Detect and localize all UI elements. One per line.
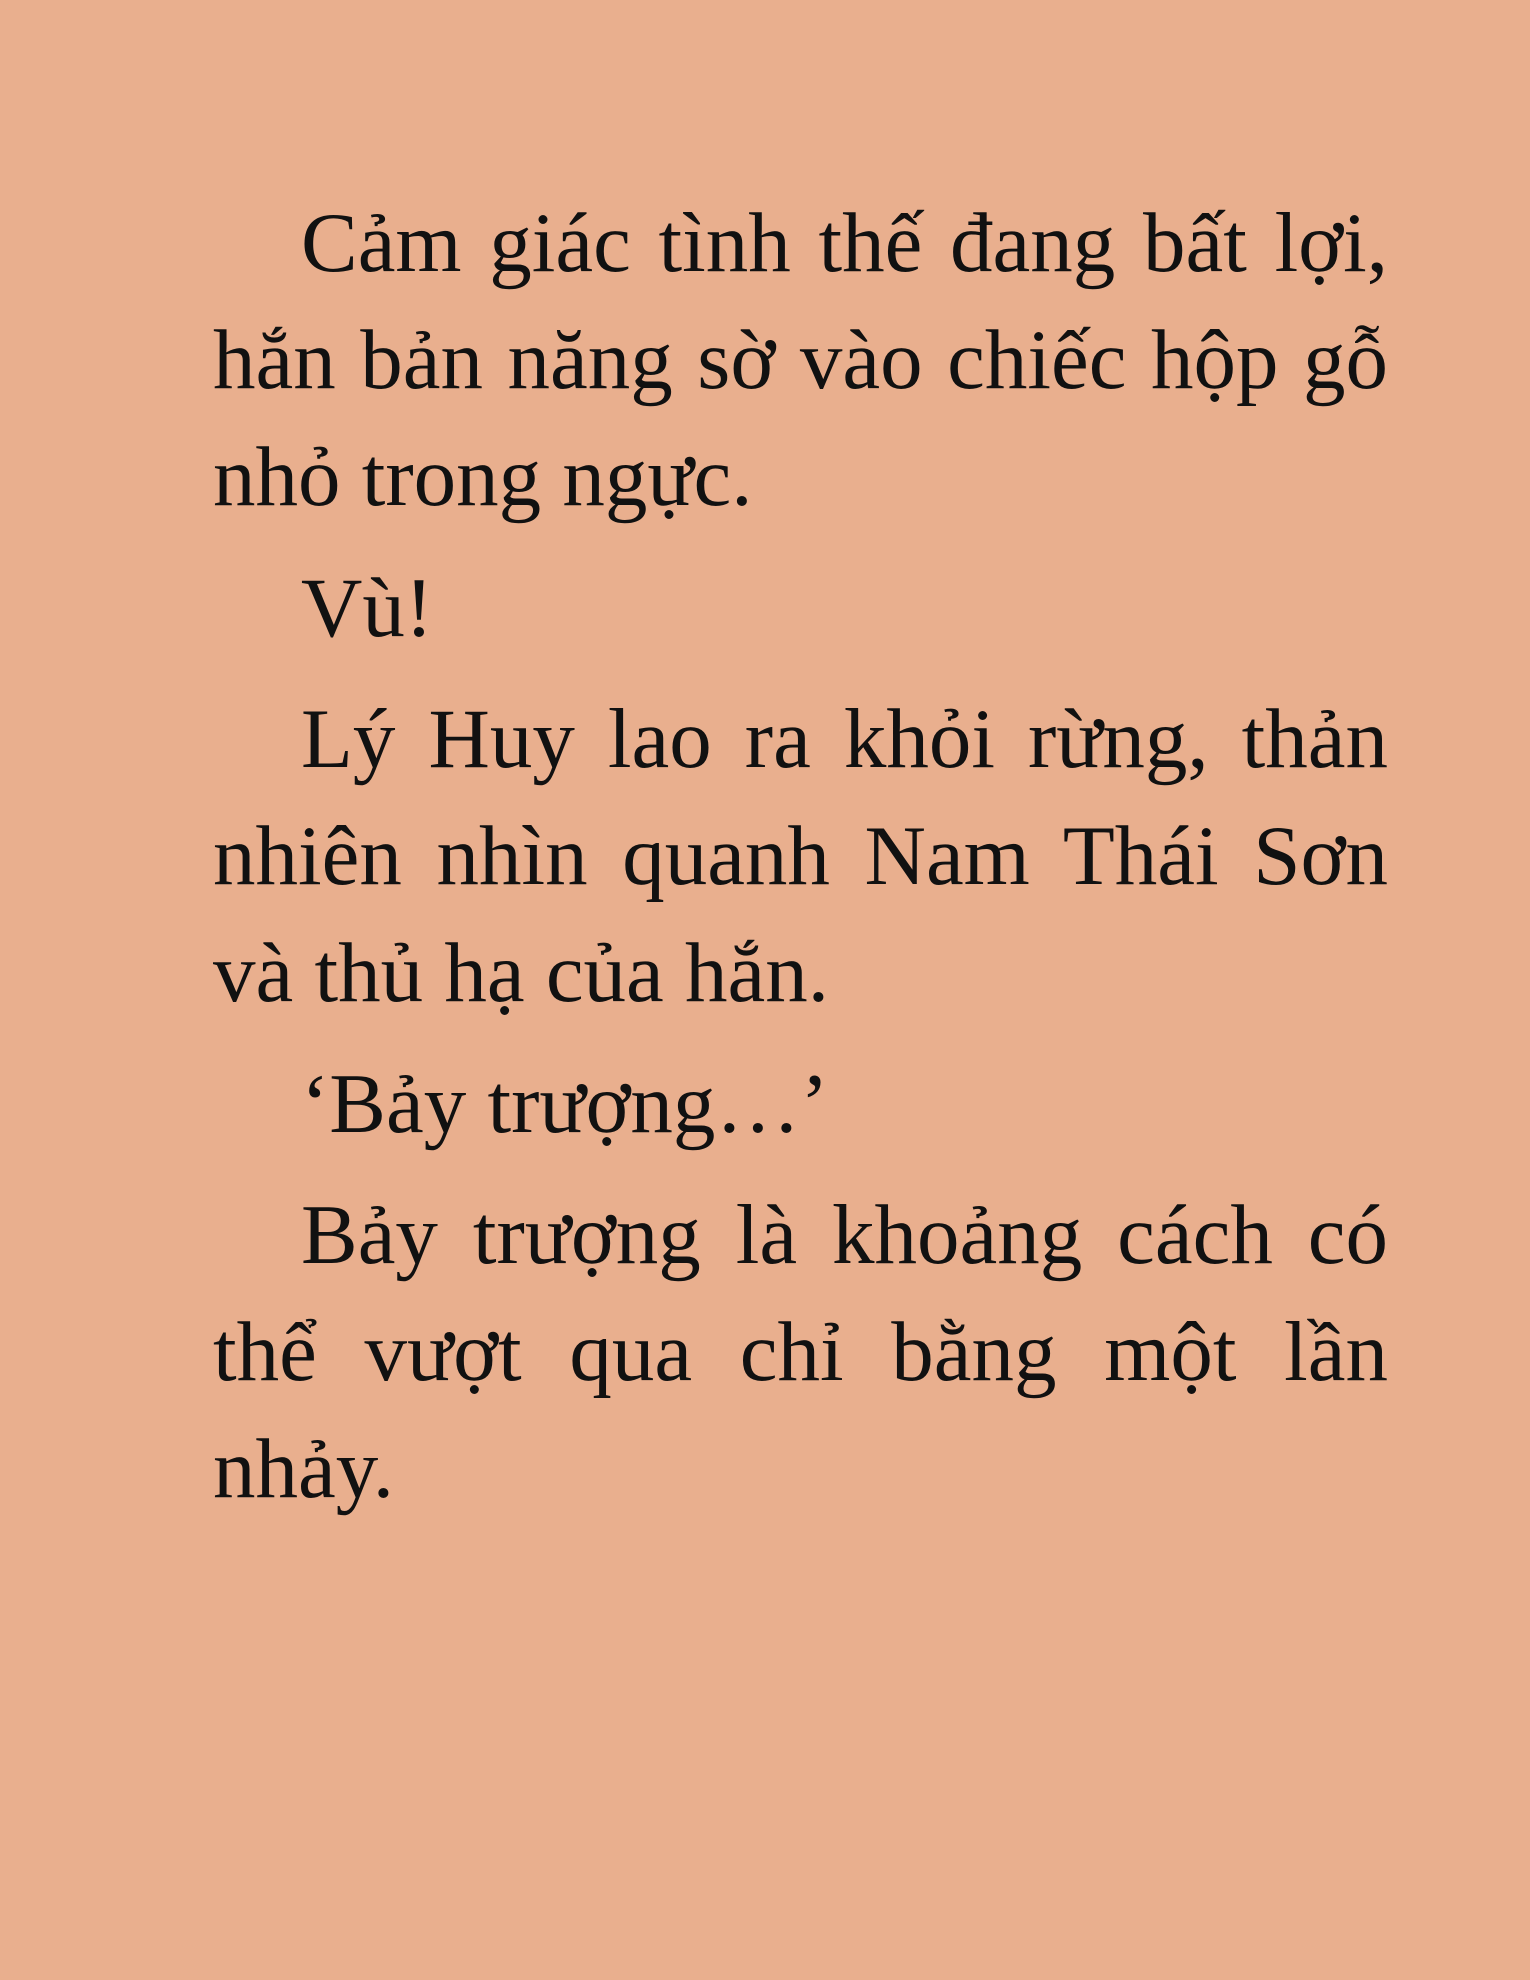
- paragraph-5: Bảy trượng là khoảng cách có thể vượt qua chỉ bằng một lần nhảy.: [213, 1188, 1388, 1516]
- paragraph-2: Vù!: [301, 561, 434, 655]
- body-text: [213, 185, 1388, 1542]
- paragraph-3: Lý Huy lao ra khỏi rừng, thản nhiên nhìn quanh Nam Thái Sơn và thủ hạ của hắn.: [213, 692, 1388, 1020]
- paragraph-1: Cảm giác tình thế đang bất lợi, hắn bản năng sờ vào chiếc hộp gỗ nhỏ trong ngực.: [213, 196, 1388, 524]
- paragraph-4: ‘Bảy trượng…’: [301, 1057, 829, 1151]
